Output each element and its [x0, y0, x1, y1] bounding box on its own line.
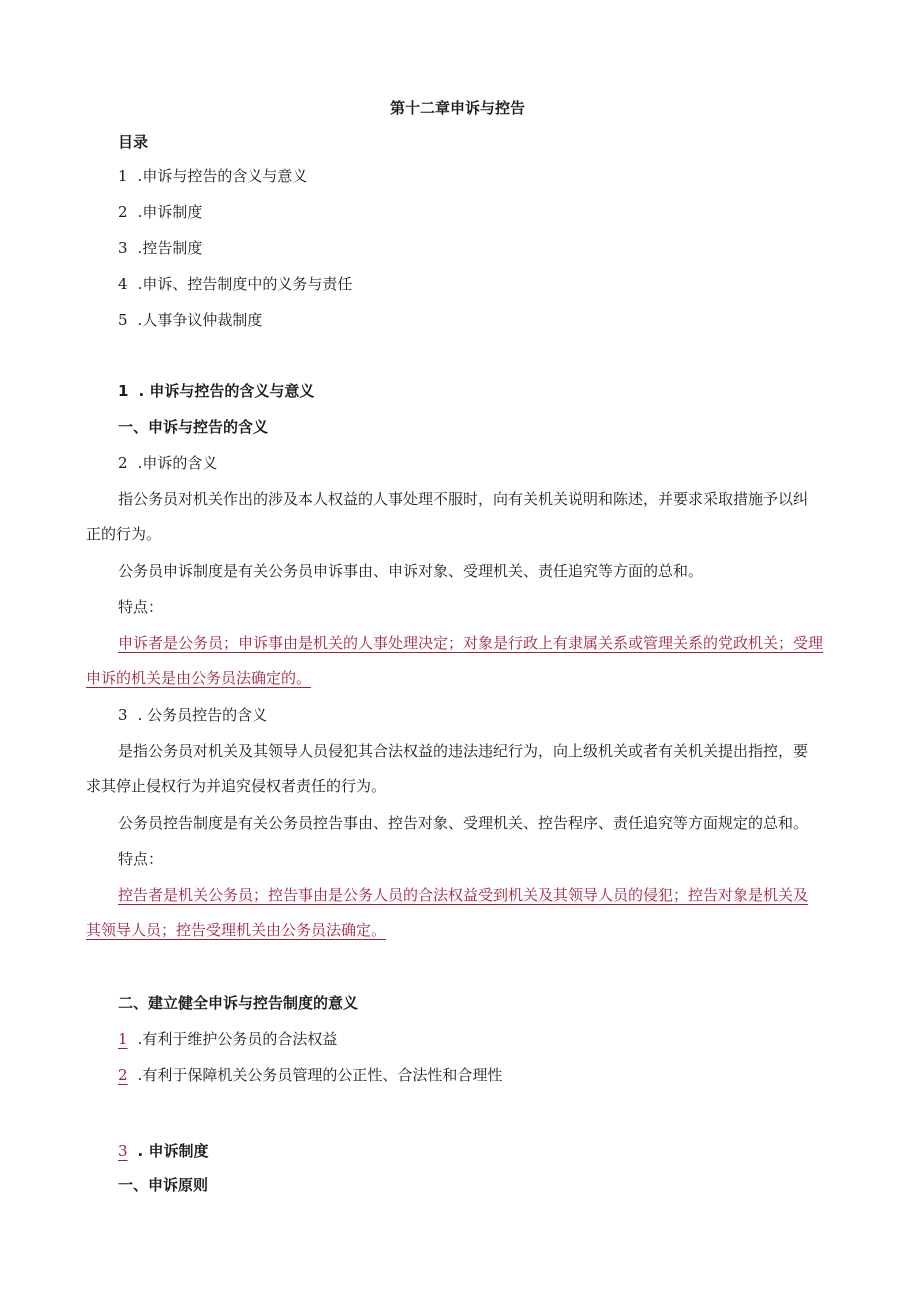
- appeal-features-line-1: 申诉者是公务员；申诉事由是机关的人事处理决定；对象是行政上有隶属关系或管理关系的党政机关；受理: [118, 634, 824, 652]
- toc-heading: 目录: [118, 133, 149, 151]
- toc-item-num: 3: [118, 239, 128, 257]
- toc-item-3: [118, 238, 202, 258]
- accuse-definition-line-2: 求其停止侵权行为并追究侵权者责任的行为。: [86, 777, 387, 795]
- toc-item-num: 1: [118, 167, 128, 185]
- appeal-definition-line-2: 正的行为。: [86, 525, 162, 543]
- item-text: .有利于维护公务员的合法权益: [137, 1030, 338, 1048]
- item-num: 2: [118, 1066, 128, 1084]
- toc-item-text: .申诉制度: [137, 203, 203, 221]
- accuse-meaning-heading: [118, 705, 267, 725]
- toc-item-1: [118, 166, 307, 186]
- item-num: 1: [118, 1030, 128, 1048]
- item-text: .申诉的含义: [137, 454, 218, 472]
- features-label: 特点：: [118, 850, 164, 868]
- subsection-heading-principles: 一、申诉原则: [118, 1176, 209, 1194]
- section-num: 1: [118, 382, 129, 400]
- item-num: 2: [118, 454, 128, 472]
- section-num: 3: [118, 1142, 128, 1160]
- appeal-definition-line-1: 指公务员对机关作出的涉及本人权益的人事处理不服时，向有关机关说明和陈述，并要求采取措施予以纠: [118, 490, 809, 508]
- item-text: . 公务员控告的含义: [137, 706, 268, 724]
- subsection-heading-meaning: 一、申诉与控告的含义: [118, 418, 269, 436]
- toc-item-text: .人事争议仲裁制度: [137, 311, 263, 329]
- accuse-features-line-1: 控告者是机关公务员；控告事由是公务人员的合法权益受到机关及其领导人员的侵犯；控告对象是机关及: [118, 886, 809, 904]
- section-heading-text: . 申诉与控告的含义与意义: [138, 382, 315, 400]
- section-1-heading: [118, 381, 314, 401]
- subsection-heading-significance: 二、建立健全申诉与控告制度的意义: [118, 994, 359, 1012]
- section-heading-text: . 申诉制度: [137, 1142, 209, 1160]
- page-title: 第十二章申诉与控告: [390, 99, 526, 117]
- accuse-system-text: 公务员控告制度是有关公务员控告事由、控告对象、受理机关、控告程序、责任追究等方面规定的总和。: [118, 814, 809, 832]
- appeal-features-line-2: 申诉的机关是由公务员法确定的。: [86, 669, 312, 687]
- toc-item-num: 4: [118, 275, 128, 293]
- toc-item-2: [118, 202, 202, 222]
- toc-item-text: .申诉、控告制度中的义务与责任: [137, 275, 353, 293]
- item-text: .有利于保障机关公务员管理的公正性、合法性和合理性: [137, 1066, 503, 1084]
- toc-item-text: .申诉与控告的含义与意义: [137, 167, 308, 185]
- significance-item-2: [118, 1065, 502, 1085]
- toc-item-text: .控告制度: [137, 239, 203, 257]
- toc-item-num: 5: [118, 311, 128, 329]
- toc-item-5: [118, 310, 262, 330]
- significance-item-1: [118, 1029, 337, 1049]
- features-label: 特点：: [118, 598, 164, 616]
- appeal-meaning-heading: [118, 453, 217, 473]
- section-3-heading: [118, 1141, 208, 1161]
- accuse-features-line-2: 其领导人员；控告受理机关由公务员法确定。: [86, 921, 387, 939]
- toc-item-4: [118, 274, 352, 294]
- appeal-system-text: 公务员申诉制度是有关公务员申诉事由、申诉对象、受理机关、责任追究等方面的总和。: [118, 562, 704, 580]
- item-num: 3: [118, 706, 128, 724]
- toc-item-num: 2: [118, 203, 128, 221]
- accuse-definition-line-1: 是指公务员对机关及其领导人员侵犯其合法权益的违法违纪行为，向上级机关或者有关机关提出指控，要: [118, 742, 809, 760]
